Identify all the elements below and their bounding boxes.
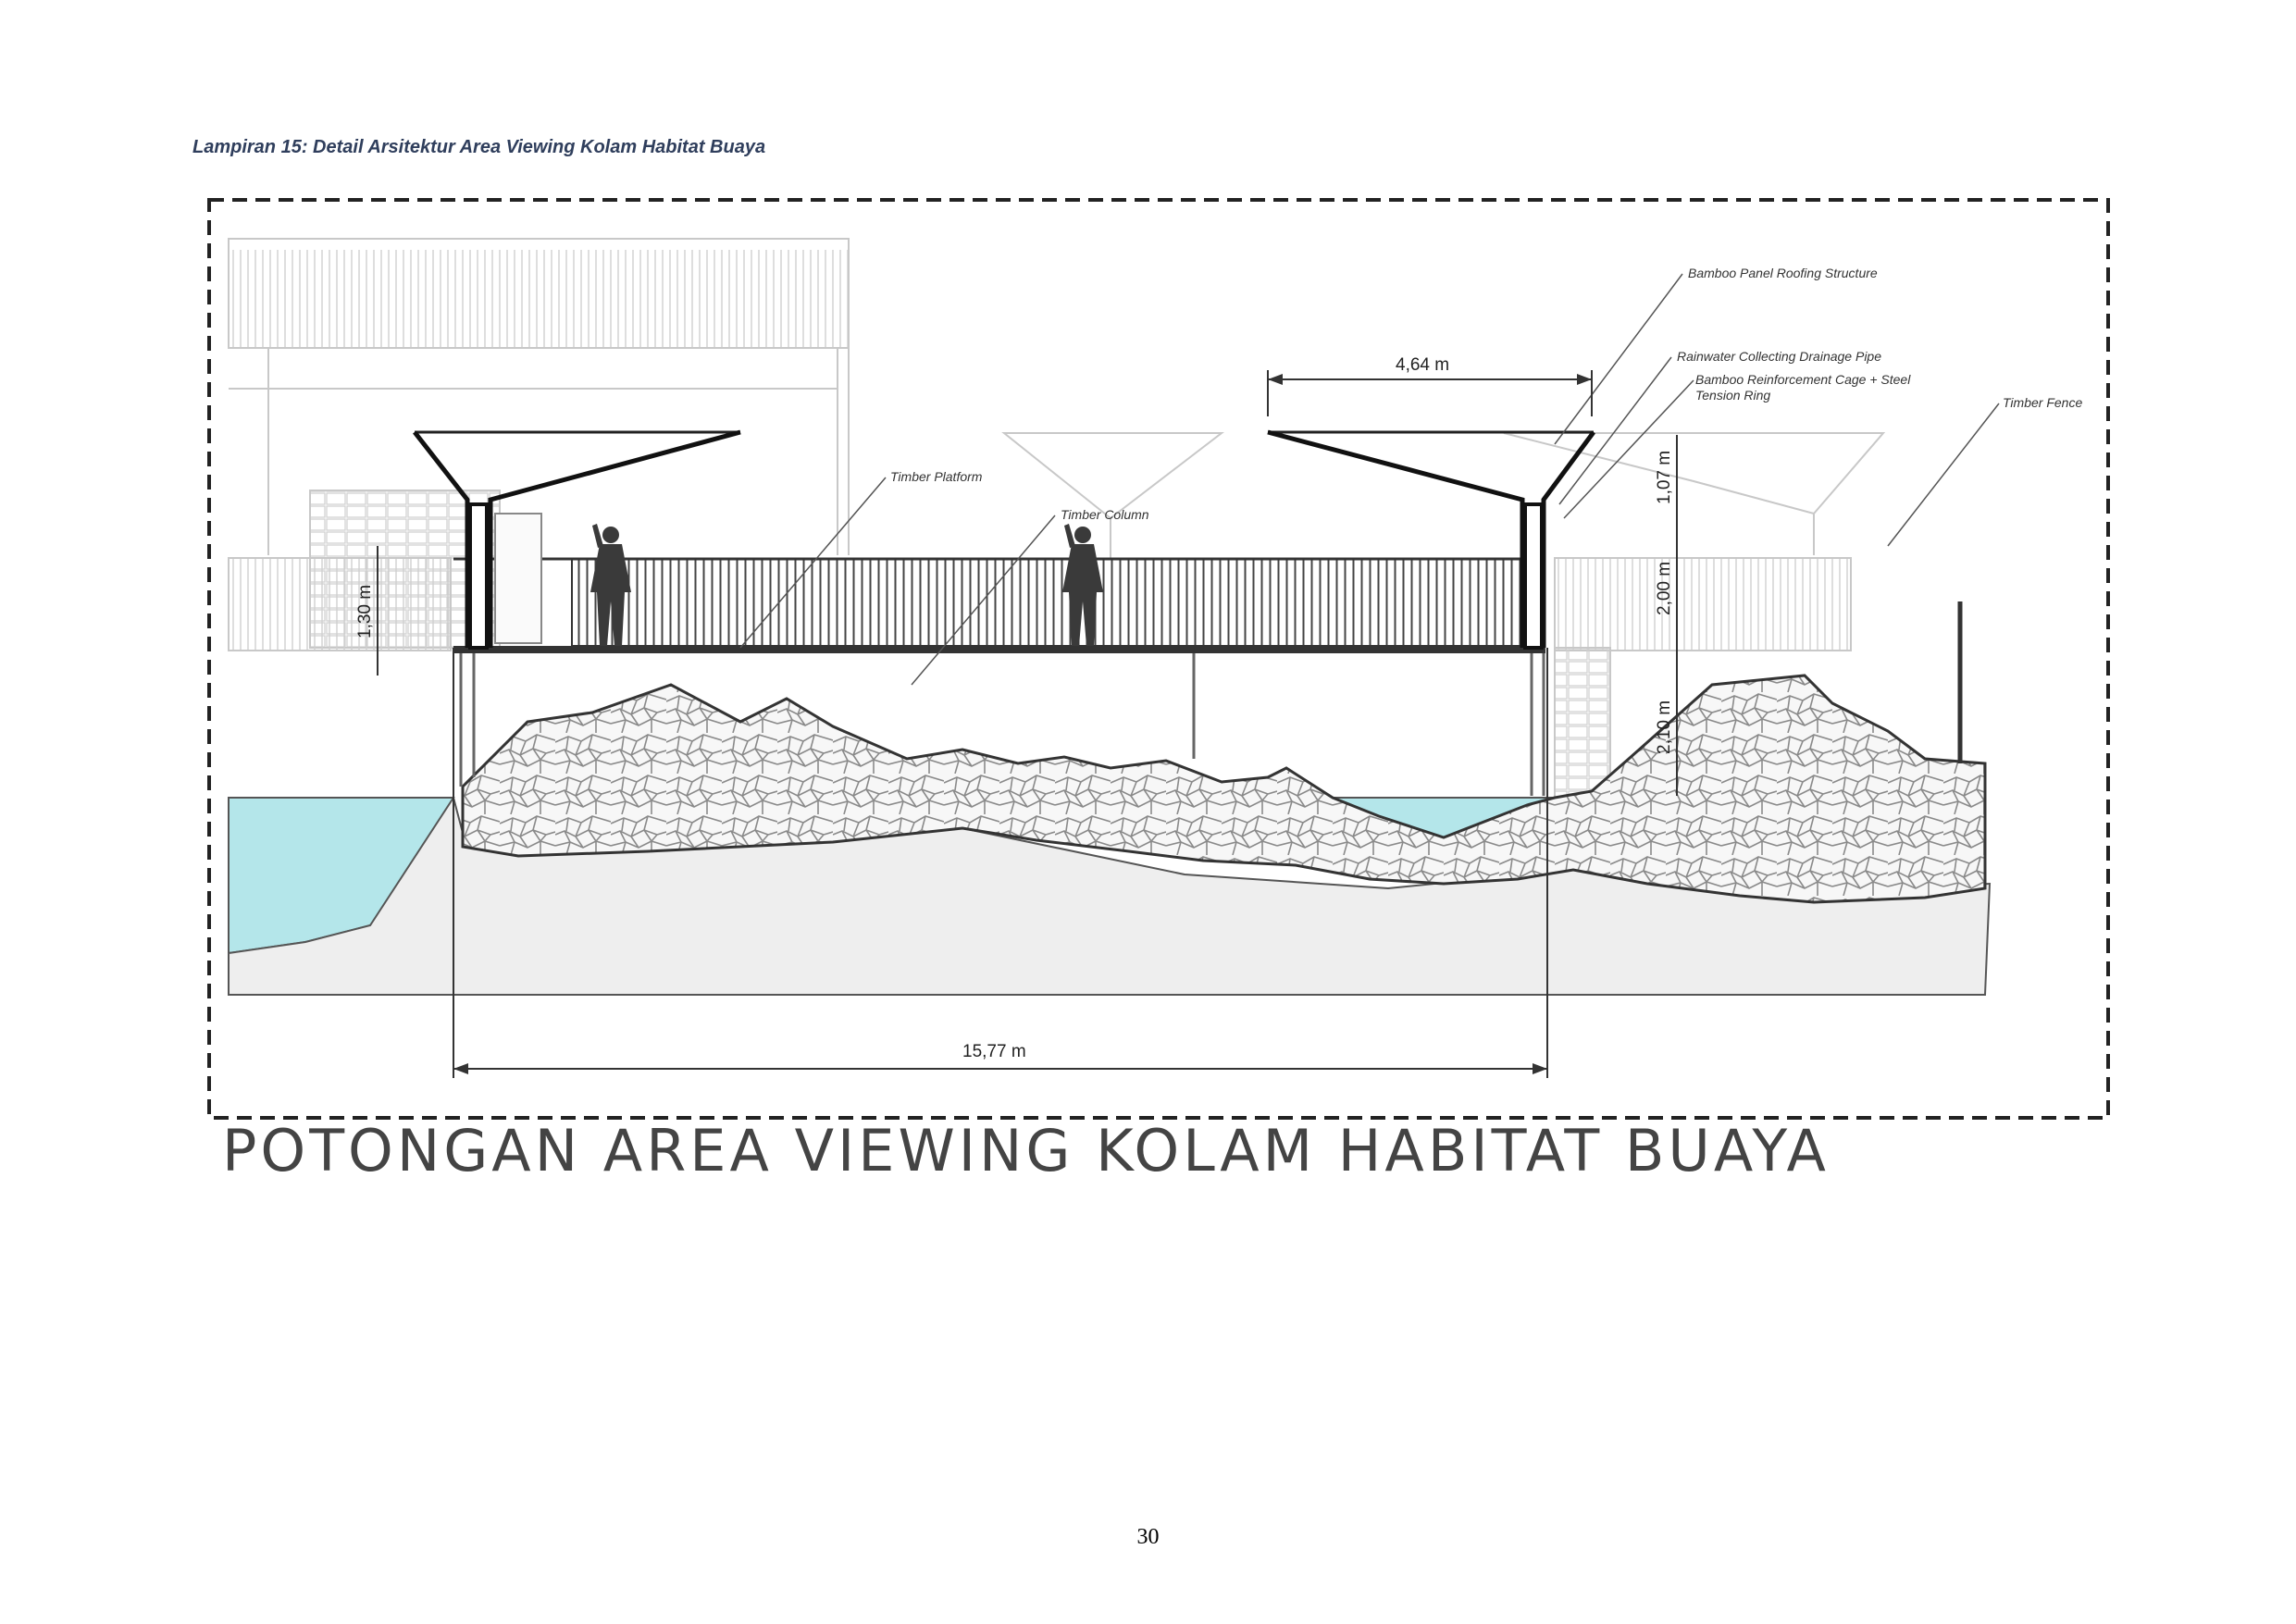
railing (572, 559, 1525, 646)
page-number: 30 (1136, 1525, 1160, 1549)
timber-platform (453, 646, 1545, 653)
dim-railing-height: 1,30 m (355, 584, 375, 638)
figure-caption: Lampiran 15: Detail Arsitektur Area Viewing Kolam Habitat Buaya (192, 137, 766, 157)
label-roofing: Bamboo Panel Roofing Structure (1688, 266, 1878, 280)
drawing-title: POTONGAN AREA VIEWING KOLAM HABITAT BUAYA (222, 1117, 1830, 1184)
dim-roof-width: 4,64 m (1396, 355, 1450, 375)
dim-roof-height: 1,07 m (1655, 450, 1674, 504)
dim-total-length: 15,77 m (962, 1042, 1026, 1061)
label-fence: Timber Fence (2003, 395, 2083, 410)
label-cage-line2: Tension Ring (1695, 388, 1771, 403)
dim-column-height: 2,00 m (1655, 561, 1674, 615)
dim-base-height: 2,10 m (1655, 700, 1674, 754)
label-column: Timber Column (1061, 507, 1149, 522)
label-platform: Timber Platform (890, 469, 983, 484)
label-drainage: Rainwater Collecting Drainage Pipe (1677, 349, 1882, 364)
label-cage-line1: Bamboo Reinforcement Cage + Steel (1695, 372, 1911, 387)
